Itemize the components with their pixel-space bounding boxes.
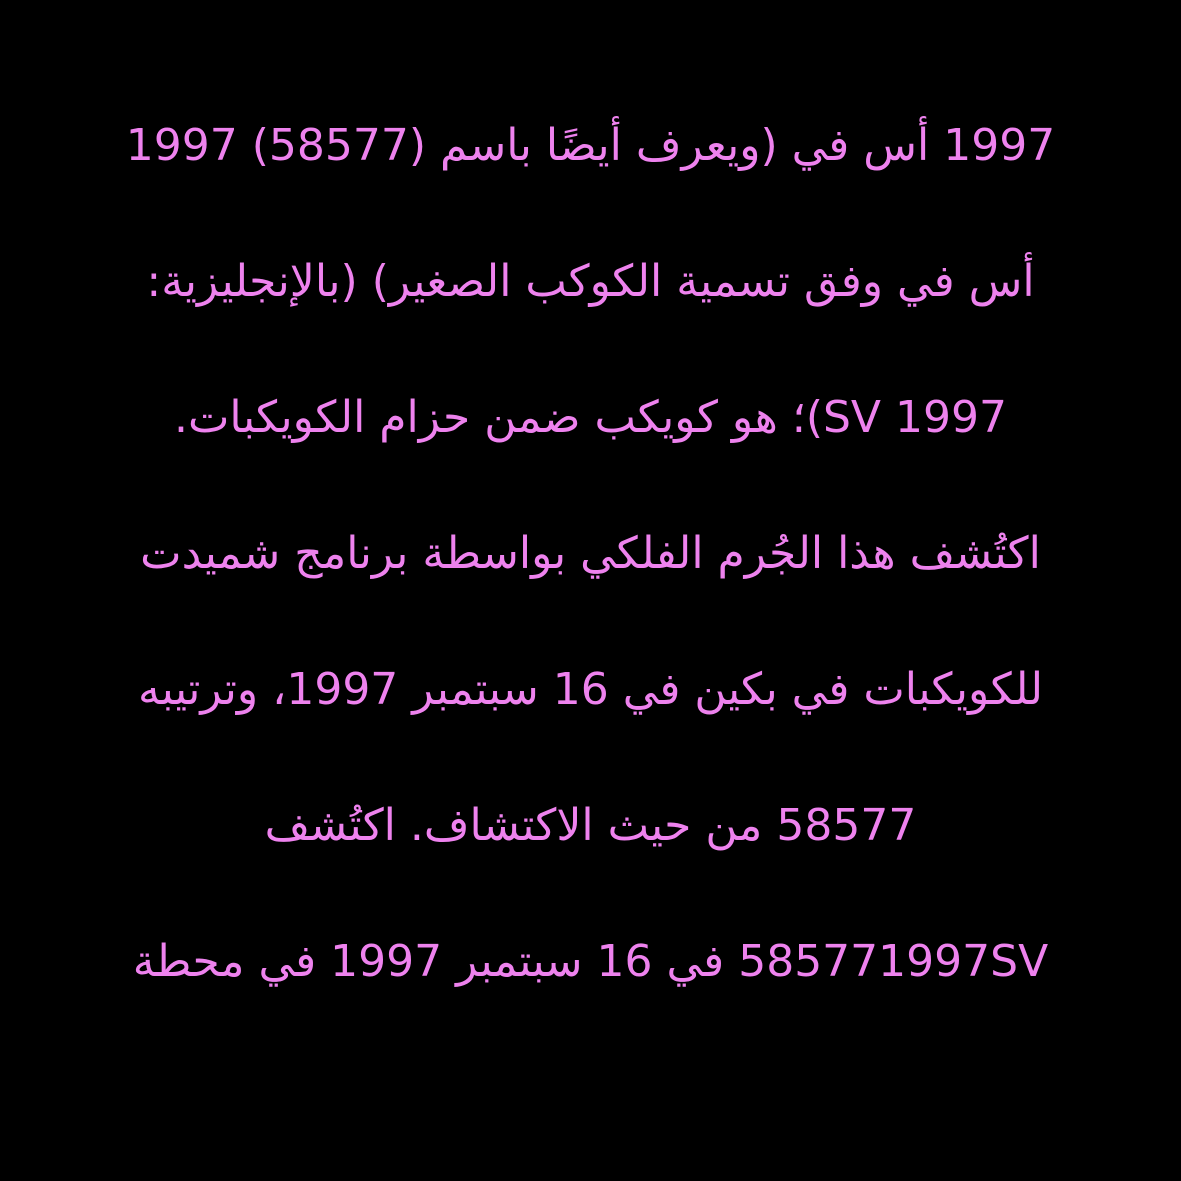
article-text: [60, 78, 1121, 1030]
text-line-5: للكويكبات في بكين في 16 سبتمبر 1997، وترتيبه: [137, 664, 1044, 715]
text-line-4: اكتُشف هذا الجُرم الفلكي بواسطة برنامج شميدت: [140, 528, 1041, 579]
text-line-6: 58577 من حيث الاكتشاف. اكتُشف: [264, 800, 917, 851]
text-line-7: 585771997SV في 16 سبتمبر 1997 في محطة: [132, 936, 1049, 987]
text-line-1: 1997 أس في (ويعرف أيضًا باسم (58577) 1997: [125, 120, 1056, 171]
text-line-3: SV 1997)؛ هو كويكب ضمن حزام الكويكبات.: [174, 392, 1007, 443]
text-line-2: أس في وفق تسمية الكوكب الصغير) (بالإنجليزية:: [146, 256, 1035, 307]
